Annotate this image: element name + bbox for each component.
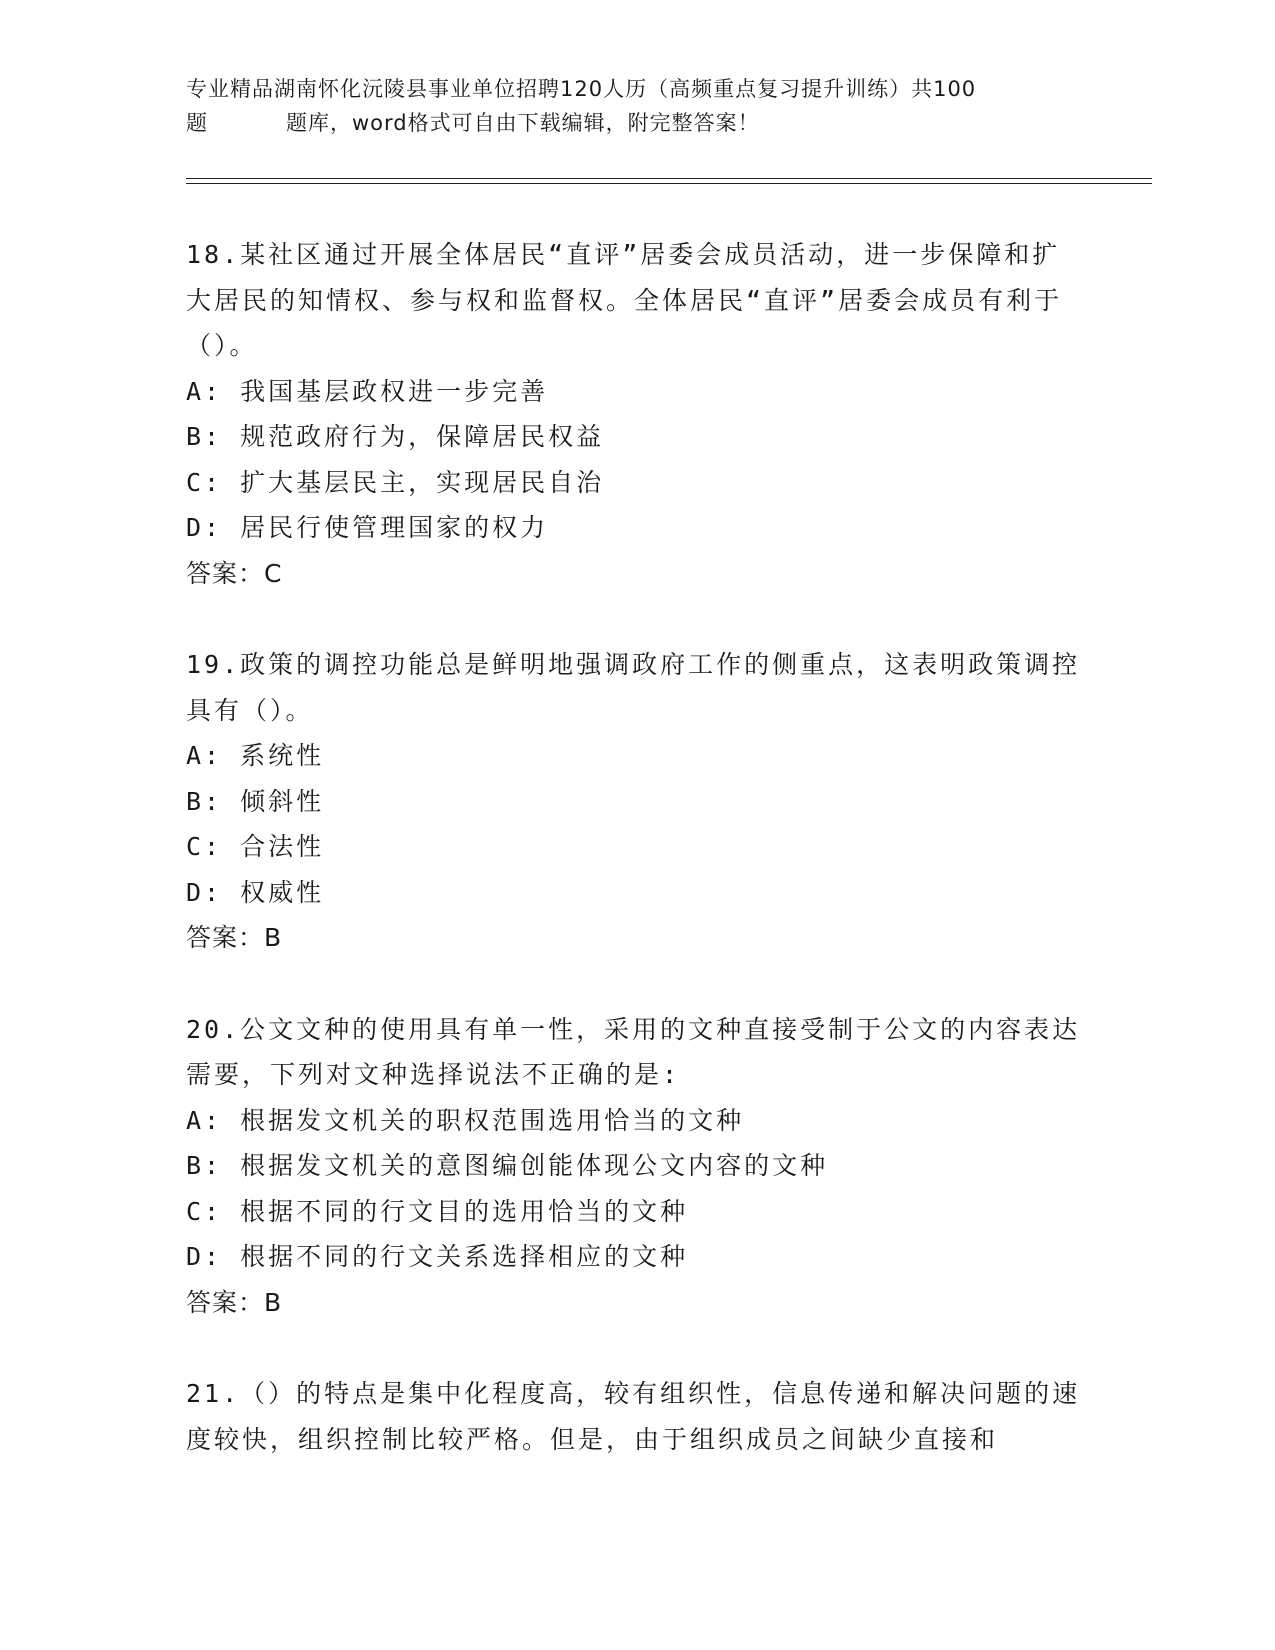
- option-d: D: 根据不同的行文关系选择相应的文种: [186, 1242, 689, 1271]
- option-a: A: 根据发文机关的职权范围选用恰当的文种: [186, 1105, 745, 1135]
- question-stem: 20.公文文种的使用具有单一性，采用的文种直接受制于公文的内容表达需要，下列对文种选择说法不正确的是:: [186, 1014, 1081, 1089]
- question-21: [186, 1371, 1086, 1462]
- header-title-line1: 专业精品湖南怀化沅陵县事业单位招聘120人历（高频重点复习提升训练）共100: [186, 77, 977, 101]
- option-b: B: 根据发文机关的意图编创能体现公文内容的文种: [186, 1151, 829, 1180]
- header-line2-left: 题: [186, 111, 208, 135]
- header-line2-right: 题库，word格式可自由下载编辑，附完整答案！: [286, 111, 760, 135]
- question-stem: 18.某社区通过开展全体居民“直评”居委会成员活动，进一步保障和扩大居民的知情权、参与权和监督权。全体居民“直评”居委会成员有利于（）。: [186, 240, 1063, 360]
- question-stem: 19.政策的调控功能总是鲜明地强调政府工作的侧重点，这表明政策调控具有（）。: [186, 650, 1081, 725]
- header-divider-top: [186, 178, 1152, 179]
- option-d: D: 权威性: [186, 877, 325, 907]
- question-list: [186, 232, 1086, 1508]
- document-header: [186, 72, 1086, 140]
- question-19: [186, 642, 1086, 961]
- header-title-line2: [186, 106, 1086, 140]
- option-b: B: 规范政府行为，保障居民权益: [186, 422, 605, 451]
- option-c: C: 根据不同的行文目的选用恰当的文种: [186, 1196, 689, 1226]
- question-18: [186, 232, 1086, 596]
- option-c: C: 扩大基层民主，实现居民自治: [186, 467, 605, 497]
- option-c: C: 合法性: [186, 832, 325, 861]
- option-a: A: 系统性: [186, 741, 325, 770]
- answer-label: 答案：C: [186, 558, 283, 588]
- option-d: D: 居民行使管理国家的权力: [186, 513, 549, 542]
- option-a: A: 我国基层政权进一步完善: [186, 376, 549, 406]
- question-20: [186, 1007, 1086, 1326]
- answer-label: 答案：B: [186, 1287, 283, 1317]
- option-b: B: 倾斜性: [186, 786, 325, 816]
- question-stem: 21.（）的特点是集中化程度高，较有组织性，信息传递和解决问题的速度较快，组织控制比较严格。但是，由于组织成员之间缺少直接和: [186, 1379, 1081, 1454]
- answer-label: 答案：B: [186, 923, 283, 952]
- header-divider-bottom: [186, 183, 1152, 184]
